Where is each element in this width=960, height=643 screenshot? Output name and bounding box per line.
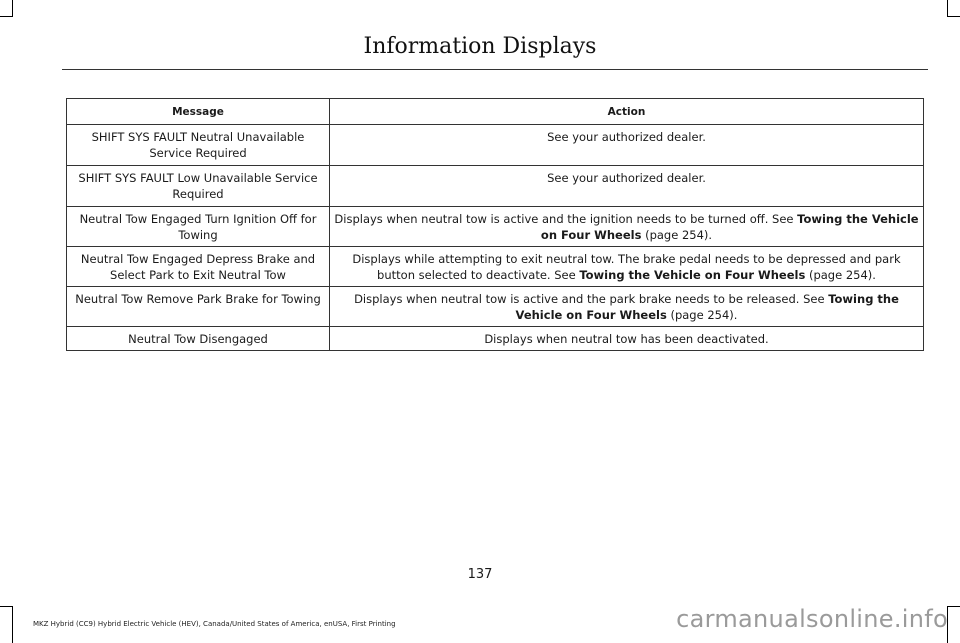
cross-reference-link[interactable]: Towing the Vehicle on Four Wheels (579, 268, 806, 282)
table-row (67, 327, 924, 351)
crop-mark-top-right (947, 0, 960, 17)
crop-mark-bottom-right (947, 606, 960, 643)
table-row (67, 166, 924, 207)
action-cell (330, 207, 924, 247)
action-text: Displays when neutral tow has been deactivated. (484, 332, 769, 346)
footer-publication-note: MKZ Hybrid (CC9) Hybrid Electric Vehicle (HEV), Canada/United States of America, enUSA, First Printing (33, 620, 396, 628)
table-row (67, 287, 924, 327)
action-text: Displays when neutral tow is active and the park brake needs to be released. See (354, 292, 829, 306)
cross-reference-link[interactable]: Towing the Vehicle on Four Wheels (515, 292, 899, 322)
message-cell: SHIFT SYS FAULT Low Unavailable Service Required (67, 166, 330, 207)
action-text: Displays while attempting to exit neutral tow. The brake pedal needs to be depressed and park button selected to deactivate. See (352, 252, 901, 282)
message-cell: Neutral Tow Disengaged (67, 327, 330, 351)
message-cell: Neutral Tow Engaged Turn Ignition Off for Towing (67, 207, 330, 247)
message-cell: Neutral Tow Engaged Depress Brake and Select Park to Exit Neutral Tow (67, 247, 330, 287)
page-number: 137 (467, 567, 493, 582)
action-text: See your authorized dealer. (547, 130, 706, 144)
crop-mark-bottom-left (0, 606, 13, 643)
action-cell (330, 287, 924, 327)
action-cell (330, 247, 924, 287)
message-cell: Neutral Tow Remove Park Brake for Towing (67, 287, 330, 327)
page-reference: (page 254). (666, 308, 738, 322)
table-header-row (67, 99, 924, 125)
page-title: Information Displays (363, 34, 597, 59)
page-reference: (page 254). (641, 228, 713, 242)
column-header-action: Action (330, 99, 924, 125)
action-cell (330, 166, 924, 207)
cross-reference-link[interactable]: Towing the Vehicle on Four Wheels (540, 212, 919, 242)
table-row (67, 125, 924, 166)
crop-mark-top-left (0, 0, 13, 17)
watermark: carmanualsonline.info (676, 605, 948, 633)
table-row (67, 247, 924, 287)
table-row (67, 207, 924, 247)
action-cell (330, 327, 924, 351)
action-text: See your authorized dealer. (547, 171, 706, 185)
column-header-message: Message (67, 99, 330, 125)
messages-table (66, 98, 924, 351)
header-divider (62, 69, 928, 70)
message-cell: SHIFT SYS FAULT Neutral Unavailable Service Required (67, 125, 330, 166)
action-cell (330, 125, 924, 166)
action-text: Displays when neutral tow is active and the ignition needs to be turned off. See (334, 212, 798, 226)
page-reference: (page 254). (805, 268, 876, 282)
